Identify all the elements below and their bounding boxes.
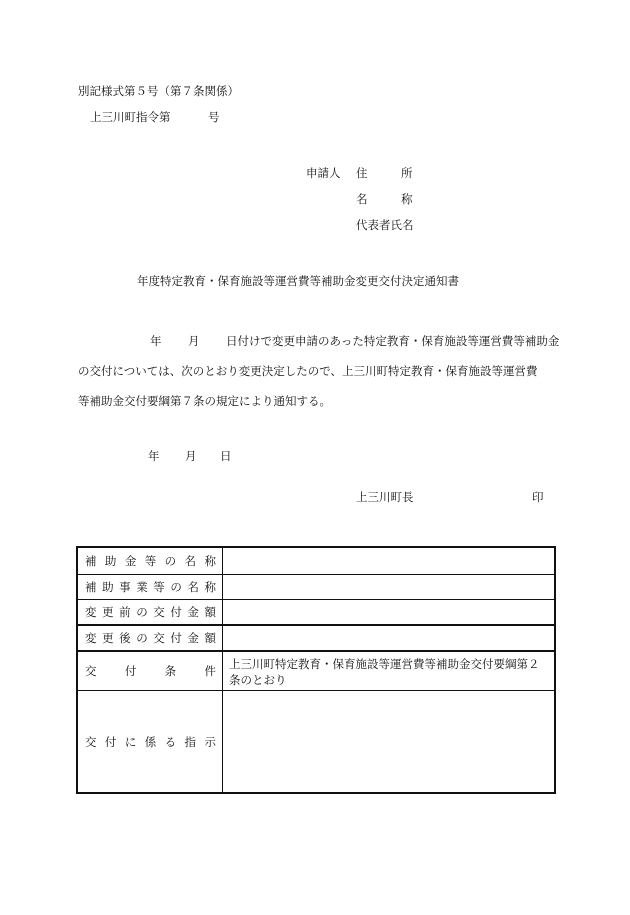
body-line-1-text: 日付けで変更申請のあった特定教育・保育施設等運営費等補助金: [226, 334, 560, 348]
row-label-char: の: [136, 631, 148, 645]
notice-title: 年度特定教育・保育施設等運営費等補助金変更交付決定通知書: [137, 274, 459, 288]
row-label-char: 額: [204, 605, 216, 619]
body-month-label: 月: [188, 334, 200, 348]
table-row: [78, 599, 554, 624]
row-label: [78, 652, 223, 690]
row-label-char: 示: [204, 734, 216, 749]
row-label-char: 補: [85, 554, 97, 568]
row-label-char: 交: [153, 605, 165, 619]
row-label-char: 件: [204, 664, 216, 678]
name-label-second-char: 称: [401, 192, 413, 206]
date-day-label: 日: [220, 449, 232, 463]
row-label-char: 等: [144, 554, 157, 568]
row-label-char: 前: [119, 605, 131, 619]
row-label-char: 業: [136, 580, 148, 594]
row-label-char: 額: [204, 631, 216, 645]
body-line-2: の交付については、次のとおり変更決定したので、上三川町特定教育・保育施設等運営費: [78, 364, 538, 378]
row-label-char: 更: [102, 631, 114, 645]
row-label-char: 名: [187, 580, 199, 594]
row-label-char: 補: [85, 580, 97, 594]
row-label: [78, 548, 223, 574]
row-label-char: の: [164, 554, 177, 568]
row-label-char: 指: [184, 734, 197, 749]
row-value: [223, 548, 554, 574]
row-value: [223, 626, 554, 650]
representative-name-label: 代表者氏名: [356, 218, 414, 232]
body-year-label: 年: [150, 334, 162, 348]
row-label-char: 交: [85, 664, 97, 678]
row-label-char: 交: [153, 631, 165, 645]
row-label-char: 後: [119, 631, 131, 645]
body-line-3: 等補助金交付要綱第７条の規定により通知する。: [78, 394, 331, 408]
date-year-label: 年: [148, 449, 160, 463]
row-label-char: 付: [170, 605, 182, 619]
row-label-char: 称: [204, 580, 216, 594]
date-month-label: 月: [185, 449, 197, 463]
row-label-char: 金: [187, 605, 199, 619]
row-label-char: 付: [104, 734, 117, 749]
row-label-char: 変: [85, 605, 97, 619]
name-label-first-char: 名: [356, 192, 368, 206]
document-number-prefix: 上三川町指令第: [90, 110, 171, 124]
address-label-first-char: 住: [356, 166, 368, 180]
row-label-char: 金: [187, 631, 199, 645]
row-label-char: 条: [164, 664, 177, 678]
row-label-char: 更: [102, 605, 114, 619]
mayor-title: 上三川町長: [356, 490, 414, 504]
row-label-char: 称: [204, 554, 216, 568]
row-label-char: 事: [119, 580, 131, 594]
subsidy-info-table: [76, 546, 556, 794]
row-label-char: 変: [85, 631, 97, 645]
table-row: [78, 690, 554, 792]
table-row: [78, 650, 554, 690]
table-row: [78, 574, 554, 599]
row-label-char: 等: [153, 580, 165, 594]
row-label-char: に: [124, 734, 137, 749]
row-value: [223, 575, 554, 599]
row-label: [78, 691, 223, 792]
form-reference: 別記様式第５号（第７条関係）: [78, 84, 239, 98]
row-label-char: 金: [124, 554, 137, 568]
row-label-char: 交: [85, 734, 97, 749]
row-label: [78, 626, 223, 650]
row-label-char: の: [170, 580, 182, 594]
row-value: [223, 691, 554, 792]
row-label-char: 助: [102, 580, 114, 594]
row-label: [78, 600, 223, 624]
applicant-label: 申請人: [306, 166, 341, 180]
row-label-char: 係: [144, 734, 157, 749]
table-row: [78, 548, 554, 574]
table-row: [78, 624, 554, 650]
row-label-char: 名: [184, 554, 197, 568]
row-label: [78, 575, 223, 599]
seal-mark: 印: [532, 490, 544, 504]
row-value: [223, 600, 554, 624]
row-label-char: 付: [170, 631, 182, 645]
row-value: 上三川町特定教育・保育施設等運営費等補助金交付要綱第２条のとおり: [229, 657, 540, 687]
row-label-char: 助: [104, 554, 117, 568]
address-label-second-char: 所: [401, 166, 413, 180]
row-label-char: の: [136, 605, 148, 619]
row-label-char: 付: [124, 664, 137, 678]
document-number-suffix: 号: [208, 110, 220, 124]
row-label-char: る: [164, 734, 177, 749]
